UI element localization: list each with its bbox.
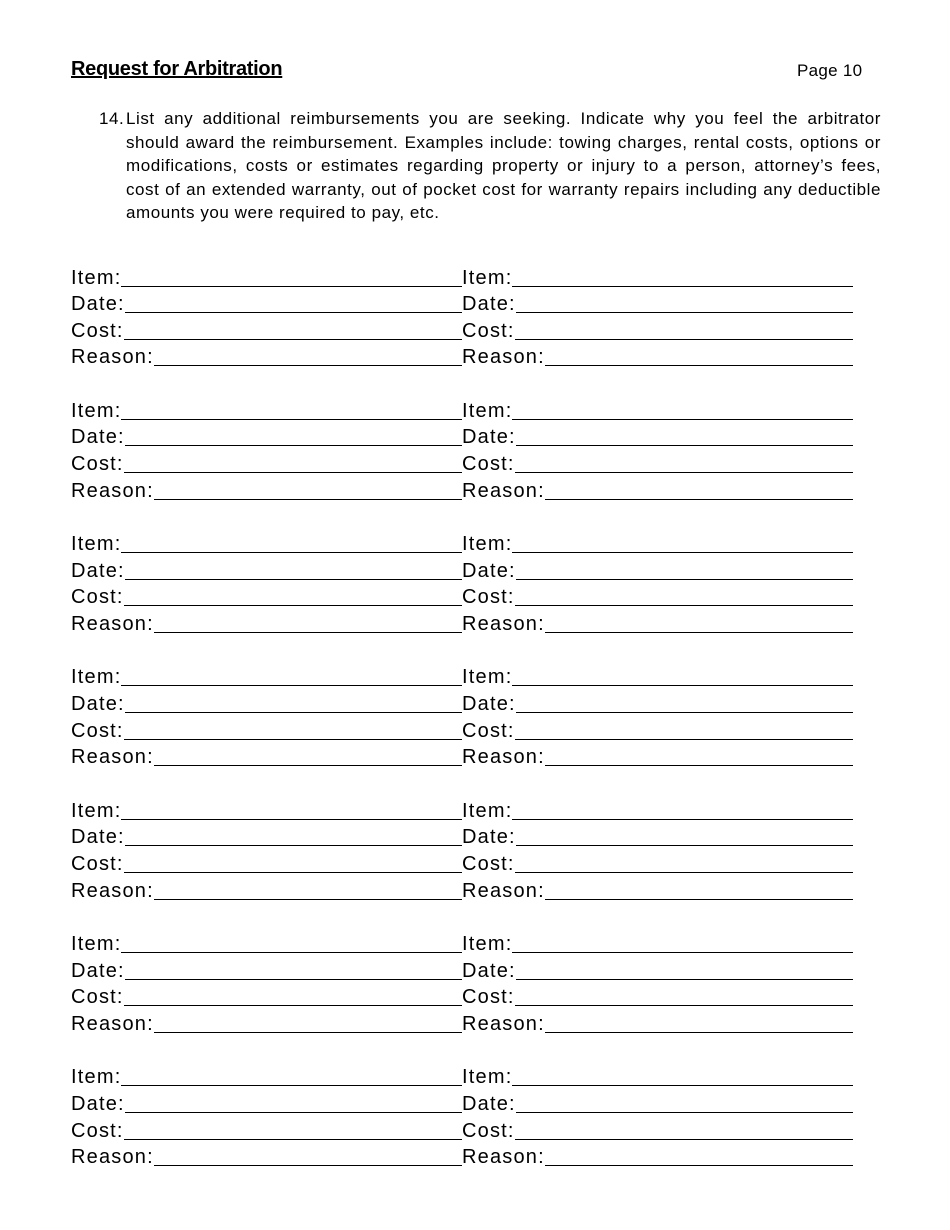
cost-field[interactable] (515, 339, 853, 340)
reason-field[interactable] (545, 765, 853, 766)
reason-field[interactable] (545, 499, 853, 500)
cost-label: Cost: (71, 852, 124, 875)
item-row (462, 1062, 853, 1089)
date-field[interactable] (516, 579, 853, 580)
date-row (462, 822, 853, 849)
reason-row (71, 1008, 462, 1035)
cost-row (462, 982, 853, 1009)
date-label: Date: (71, 559, 125, 582)
reason-label: Reason: (462, 1146, 545, 1169)
reason-field[interactable] (154, 632, 462, 633)
date-field[interactable] (125, 979, 462, 980)
item-field[interactable] (121, 419, 462, 420)
item-row (71, 262, 462, 289)
cost-field[interactable] (515, 872, 853, 873)
cost-row (71, 315, 462, 342)
date-label: Date: (462, 559, 516, 582)
cost-field[interactable] (515, 605, 853, 606)
date-label: Date: (71, 293, 125, 316)
date-row (71, 422, 462, 449)
reason-row (462, 608, 853, 635)
cost-label: Cost: (462, 986, 515, 1009)
date-field[interactable] (125, 712, 462, 713)
date-row (462, 555, 853, 582)
reason-field[interactable] (154, 899, 462, 900)
reason-label: Reason: (462, 346, 545, 369)
date-label: Date: (71, 826, 125, 849)
cost-label: Cost: (71, 319, 124, 342)
cost-field[interactable] (515, 1005, 853, 1006)
item-row (71, 929, 462, 956)
date-row (71, 688, 462, 715)
reason-field[interactable] (154, 499, 462, 500)
reason-label: Reason: (462, 879, 545, 902)
date-field[interactable] (516, 1112, 853, 1113)
reason-field[interactable] (545, 632, 853, 633)
item-row (462, 929, 853, 956)
cost-label: Cost: (462, 453, 515, 476)
cost-field[interactable] (124, 605, 462, 606)
reason-row (462, 1142, 853, 1169)
reason-label: Reason: (462, 479, 545, 502)
reason-label: Reason: (462, 1012, 545, 1035)
page-title: Request for Arbitration (71, 58, 283, 80)
date-field[interactable] (125, 845, 462, 846)
cost-label: Cost: (462, 852, 515, 875)
reason-row (71, 742, 462, 769)
item-label: Item: (71, 933, 122, 956)
reason-label: Reason: (462, 612, 545, 635)
reason-label: Reason: (71, 479, 154, 502)
date-row (71, 555, 462, 582)
item-label: Item: (462, 1066, 513, 1089)
cost-row (462, 1115, 853, 1142)
reason-row (71, 608, 462, 635)
item-row (462, 262, 853, 289)
reason-label: Reason: (71, 1146, 154, 1169)
reason-row (462, 1008, 853, 1035)
date-label: Date: (462, 826, 516, 849)
date-field[interactable] (125, 445, 462, 446)
cost-field[interactable] (124, 1005, 462, 1006)
cost-row (71, 982, 462, 1009)
page-number: Page 10 (797, 61, 863, 80)
date-label: Date: (71, 426, 125, 449)
item-label: Item: (462, 266, 513, 289)
cost-row (71, 448, 462, 475)
reason-row (71, 875, 462, 902)
reason-row (462, 742, 853, 769)
date-field[interactable] (125, 312, 462, 313)
cost-row (71, 848, 462, 875)
item-field[interactable] (121, 552, 462, 553)
date-row (71, 822, 462, 849)
cost-row (462, 848, 853, 875)
reason-row (462, 342, 853, 369)
cost-field[interactable] (124, 872, 462, 873)
date-label: Date: (462, 426, 516, 449)
item-label: Item: (462, 933, 513, 956)
cost-label: Cost: (71, 586, 124, 609)
item-field[interactable] (512, 419, 853, 420)
cost-field[interactable] (124, 1139, 462, 1140)
reason-field[interactable] (154, 365, 462, 366)
reason-row (71, 342, 462, 369)
cost-label: Cost: (71, 1119, 124, 1142)
date-row (462, 422, 853, 449)
date-field[interactable] (516, 845, 853, 846)
cost-label: Cost: (462, 719, 515, 742)
date-row (462, 955, 853, 982)
date-field[interactable] (516, 712, 853, 713)
reason-label: Reason: (71, 746, 154, 769)
item-label: Item: (462, 799, 513, 822)
cost-label: Cost: (462, 319, 515, 342)
reason-label: Reason: (71, 346, 154, 369)
cost-row (71, 715, 462, 742)
reason-row (462, 875, 853, 902)
reason-field[interactable] (545, 365, 853, 366)
cost-field[interactable] (124, 339, 462, 340)
item-label: Item: (71, 533, 122, 556)
date-row (462, 688, 853, 715)
question-14 (99, 107, 881, 225)
cost-row (462, 448, 853, 475)
item-field[interactable] (512, 286, 853, 287)
reason-label: Reason: (71, 612, 154, 635)
cost-row (462, 582, 853, 609)
item-label: Item: (71, 399, 122, 422)
reason-row (71, 1142, 462, 1169)
reason-field[interactable] (154, 1165, 462, 1166)
cost-label: Cost: (462, 586, 515, 609)
date-label: Date: (462, 293, 516, 316)
item-row (71, 1062, 462, 1089)
item-row (462, 662, 853, 689)
cost-field[interactable] (515, 739, 853, 740)
date-field[interactable] (125, 579, 462, 580)
reason-field[interactable] (545, 1165, 853, 1166)
reason-row (71, 475, 462, 502)
date-field[interactable] (125, 1112, 462, 1113)
question-text: List any additional reimbursements you are seeking. Indicate why you feel the arbitrator should award the reimbursement. Examples include: towing charges, rental costs, options or modifications, costs or estimates regarding property or injury to a person, attorney’s fees, cost of an extended warranty, out of pocket cost for warranty repairs including any deductible amounts you were required to pay, etc. (126, 109, 881, 222)
date-label: Date: (462, 693, 516, 716)
item-row (71, 529, 462, 556)
item-row (462, 395, 853, 422)
item-field[interactable] (121, 952, 462, 953)
date-row (71, 289, 462, 316)
reason-label: Reason: (462, 746, 545, 769)
date-field[interactable] (516, 312, 853, 313)
cost-row (462, 715, 853, 742)
item-field[interactable] (121, 819, 462, 820)
cost-label: Cost: (71, 986, 124, 1009)
reason-field[interactable] (154, 1032, 462, 1033)
reason-label: Reason: (71, 879, 154, 902)
date-label: Date: (462, 959, 516, 982)
date-field[interactable] (516, 979, 853, 980)
item-field[interactable] (512, 1085, 853, 1086)
item-label: Item: (462, 399, 513, 422)
date-label: Date: (71, 693, 125, 716)
item-label: Item: (71, 666, 122, 689)
cost-field[interactable] (515, 472, 853, 473)
cost-field[interactable] (124, 739, 462, 740)
item-label: Item: (462, 666, 513, 689)
item-row (71, 395, 462, 422)
item-field[interactable] (512, 819, 853, 820)
reason-field[interactable] (545, 899, 853, 900)
date-row (71, 1088, 462, 1115)
reason-label: Reason: (71, 1012, 154, 1035)
item-label: Item: (462, 533, 513, 556)
date-row (71, 955, 462, 982)
date-row (462, 289, 853, 316)
item-label: Item: (71, 1066, 122, 1089)
question-number: 14. (99, 109, 125, 128)
item-row (71, 662, 462, 689)
date-label: Date: (71, 959, 125, 982)
item-field[interactable] (512, 685, 853, 686)
date-label: Date: (462, 1092, 516, 1115)
item-field[interactable] (512, 952, 853, 953)
date-row (462, 1088, 853, 1115)
item-label: Item: (71, 266, 122, 289)
cost-label: Cost: (71, 719, 124, 742)
item-row (462, 529, 853, 556)
cost-label: Cost: (71, 453, 124, 476)
date-label: Date: (71, 1092, 125, 1115)
item-field[interactable] (121, 685, 462, 686)
cost-row (462, 315, 853, 342)
item-field[interactable] (121, 286, 462, 287)
cost-field[interactable] (124, 472, 462, 473)
item-label: Item: (71, 799, 122, 822)
item-row (71, 795, 462, 822)
reason-field[interactable] (154, 765, 462, 766)
item-field[interactable] (121, 1085, 462, 1086)
cost-field[interactable] (515, 1139, 853, 1140)
item-row (462, 795, 853, 822)
cost-label: Cost: (462, 1119, 515, 1142)
reason-row (462, 475, 853, 502)
item-field[interactable] (512, 552, 853, 553)
reason-field[interactable] (545, 1032, 853, 1033)
cost-row (71, 582, 462, 609)
date-field[interactable] (516, 445, 853, 446)
cost-row (71, 1115, 462, 1142)
